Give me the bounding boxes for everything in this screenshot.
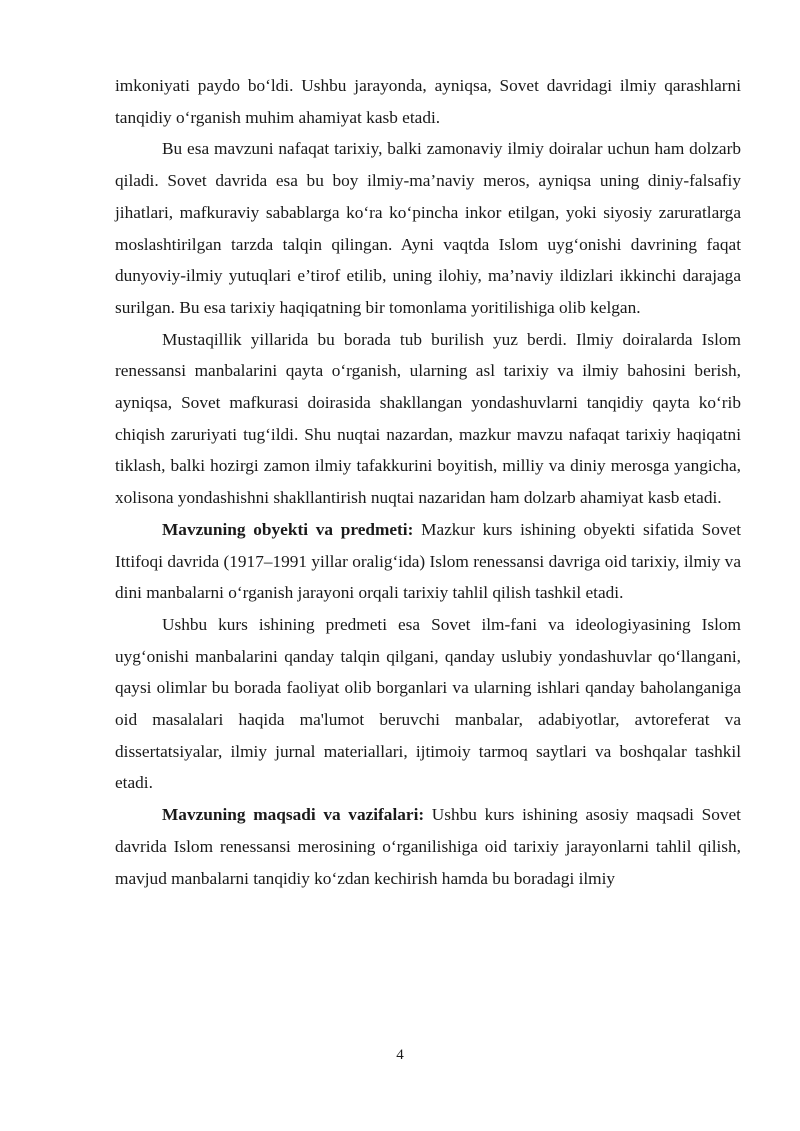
- paragraph-6-heading: Mavzuning maqsadi va vazifalari:: [162, 805, 425, 825]
- paragraph-6-text: Ushbu kurs ishining asosiy maqsadi Sovet davrida Islom renessansi merosining o‘rganilishiga oid tarixiy jarayonlarni tahlil qilish, mavjud manbalarni tanqidiy ko‘zdan kechirish hamda bu boradagi ilmiy: [115, 805, 741, 888]
- paragraph-4-heading: Mavzuning obyekti va predmeti:: [162, 519, 414, 539]
- paragraph-1-text: imkoniyati paydo bo‘ldi. Ushbu jarayonda, ayniqsa, Sovet davridagi ilmiy qarashlarni tanqidiy o‘rganish muhim ahamiyat kasb etadi.: [115, 76, 741, 127]
- paragraph-4: [115, 514, 741, 609]
- paragraph-2: [115, 133, 741, 323]
- paragraph-3: [115, 324, 741, 514]
- page-number: 4: [396, 1047, 404, 1063]
- page-body: [115, 70, 741, 894]
- paragraph-5-text: Ushbu kurs ishining predmeti esa Sovet ilm-fani va ideologiyasining Islom uyg‘onishi manbalarini qanday talqin qilgani, qanday uslubiy yondashuvlar qo‘llangani, qaysi olimlar bu borada faoliyat olib borganlari va ularning ishlari qanday baholanganiga oid masalalari haqida ma'lumot beruvchi manbalar, adabiyotlar, avtoreferat va dissertatsiyalar, ilmiy jurnal materiallari, ijtimoiy tarmoq saytlari va boshqalar tashkil etadi.: [115, 614, 741, 793]
- paragraph-1: [115, 70, 741, 133]
- paragraph-6: [115, 799, 741, 894]
- paragraph-5: [115, 609, 741, 799]
- paragraph-3-text: Mustaqillik yillarida bu borada tub burilish yuz berdi. Ilmiy doiralarda Islom renessansi manbalarini qayta o‘rganish, ularning asl tarixiy va ilmiy bahosini berish, ayniqsa, Sovet mafkurasi doirasida shakllangan yondashuvlarni tanqidiy qayta ko‘rib chiqish zaruriyati tug‘ildi. Shu nuqtai nazardan, mazkur mavzu nafaqat tarixiy haqiqatni tiklash, balki hozirgi zamon ilmiy tafakkurini boyitish, milliy va diniy merosga yangicha, xolisona yondashishni shakllantirish nuqtai nazaridan ham dolzarb ahamiyat kasb etadi.: [115, 329, 741, 508]
- paragraph-2-text: Bu esa mavzuni nafaqat tarixiy, balki zamonaviy ilmiy doiralar uchun ham dolzarb qiladi. Sovet davrida esa bu boy ilmiy-ma’naviy meros, ayniqsa uning diniy-falsafiy jihatlari, mafkuraviy sabablarga ko‘ra ko‘pincha inkor etilgan, yoki siyosiy zaruratlarga moslashtirilgan tarzda talqin qilingan. Ayni vaqtda Islom uyg‘onishi davrining faqat dunyoviy-ilmiy yutuqlari e’tirof etilib, uning ilohiy, ma’naviy ildizlari ikkinchi darajaga surilgan. Bu esa tarixiy haqiqatning bir tomonlama yoritilishiga olib kelgan.: [115, 139, 741, 317]
- paragraph-4-text: Mazkur kurs ishining obyekti sifatida Sovet Ittifoqi davrida (1917–1991 yillar oralig‘ida) Islom renessansi davriga oid tarixiy, ilmiy va dini manbalarni o‘rganish jarayoni orqali tarixiy tahlil qilish tashkil etadi.: [115, 519, 742, 603]
